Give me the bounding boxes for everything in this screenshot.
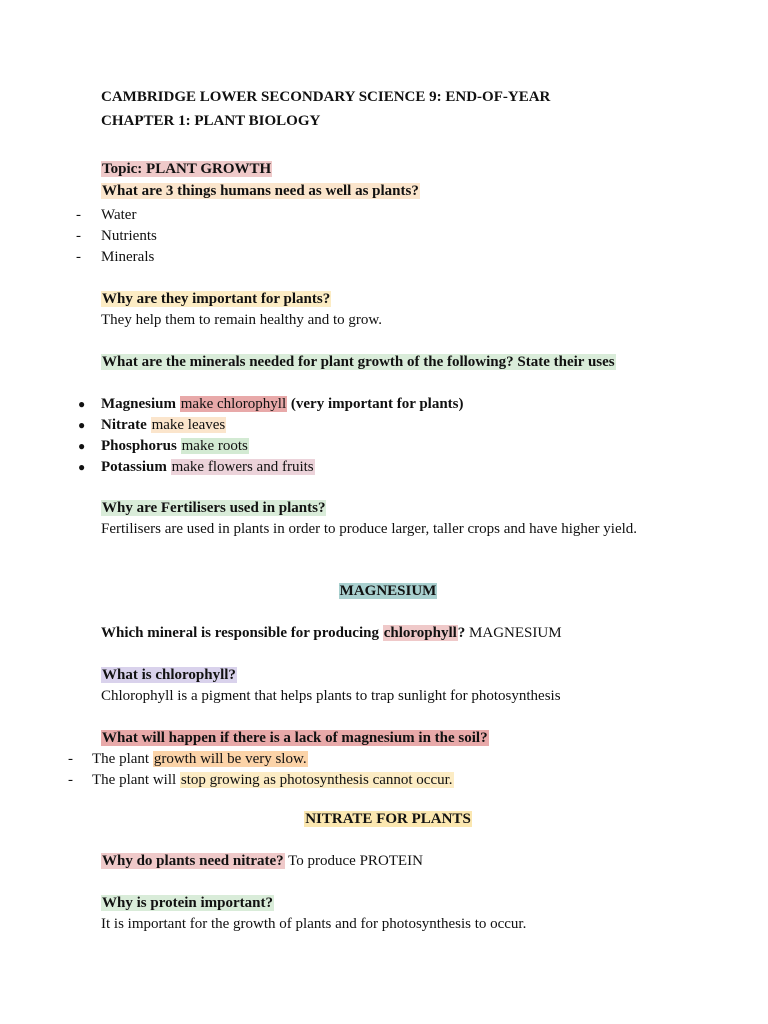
list-item: Minerals — [101, 249, 155, 265]
list-item: Potassium make flowers and fruits — [101, 459, 314, 475]
list-item: Nitrate make leaves — [101, 417, 226, 433]
bullet-marker: ● — [78, 397, 86, 411]
dash-marker: - — [76, 207, 81, 223]
answer-why-protein: It is important for the growth of plants and for photosynthesis to occur. — [101, 916, 527, 932]
question-humans-need: What are 3 things humans need as well as plants? — [102, 183, 419, 199]
dash-marker: - — [68, 751, 73, 767]
section-heading-magnesium: MAGNESIUM — [339, 583, 437, 599]
bullet-marker: ● — [78, 439, 86, 453]
dash-marker: - — [68, 772, 73, 788]
bullet-marker: ● — [78, 418, 86, 432]
answer-what-is-chlorophyll: Chlorophyll is a pigment that helps plants to trap sunlight for photosynthesis — [101, 688, 561, 704]
question-why-important: Why are they important for plants? — [102, 291, 331, 307]
question-why-nitrate: Why do plants need nitrate? To produce PROTEIN — [102, 853, 423, 869]
dash-marker: - — [76, 249, 81, 265]
section-heading-nitrate: NITRATE FOR PLANTS — [305, 811, 471, 827]
topic-heading — [101, 159, 272, 179]
list-item: Nutrients — [101, 228, 157, 244]
list-item: Water — [101, 207, 137, 223]
question-what-is-chlorophyll: What is chlorophyll? — [102, 667, 236, 683]
question-mineral-chlorophyll: Which mineral is responsible for producing chlorophyll? MAGNESIUM — [101, 625, 562, 641]
question-lack-magnesium: What will happen if there is a lack of magnesium in the soil? — [102, 730, 488, 746]
question-fertilisers: Why are Fertilisers used in plants? — [102, 500, 326, 516]
answer-why-important: They help them to remain healthy and to grow. — [101, 312, 383, 328]
document-title-line2: CHAPTER 1: PLANT BIOLOGY — [101, 113, 321, 129]
question-why-protein: Why is protein important? — [102, 895, 273, 911]
list-item: Magnesium make chlorophyll (very important for plants) — [101, 396, 464, 412]
topic-label: Topic: PLANT GROWTH — [102, 161, 272, 177]
bullet-marker: ● — [78, 460, 86, 474]
answer-fertilisers: Fertilisers are used in plants in order to produce larger, taller crops and have higher yield. — [101, 521, 638, 537]
list-item: Phosphorus make roots — [101, 438, 248, 454]
list-item: The plant growth will be very slow. — [92, 751, 307, 767]
list-item: The plant will stop growing as photosynthesis cannot occur. — [92, 772, 453, 788]
question-minerals: What are the minerals needed for plant growth of the following? State their uses — [102, 354, 615, 370]
dash-marker: - — [76, 228, 81, 244]
document-title-line1: CAMBRIDGE LOWER SECONDARY SCIENCE 9: END-OF-YEAR — [101, 89, 551, 105]
